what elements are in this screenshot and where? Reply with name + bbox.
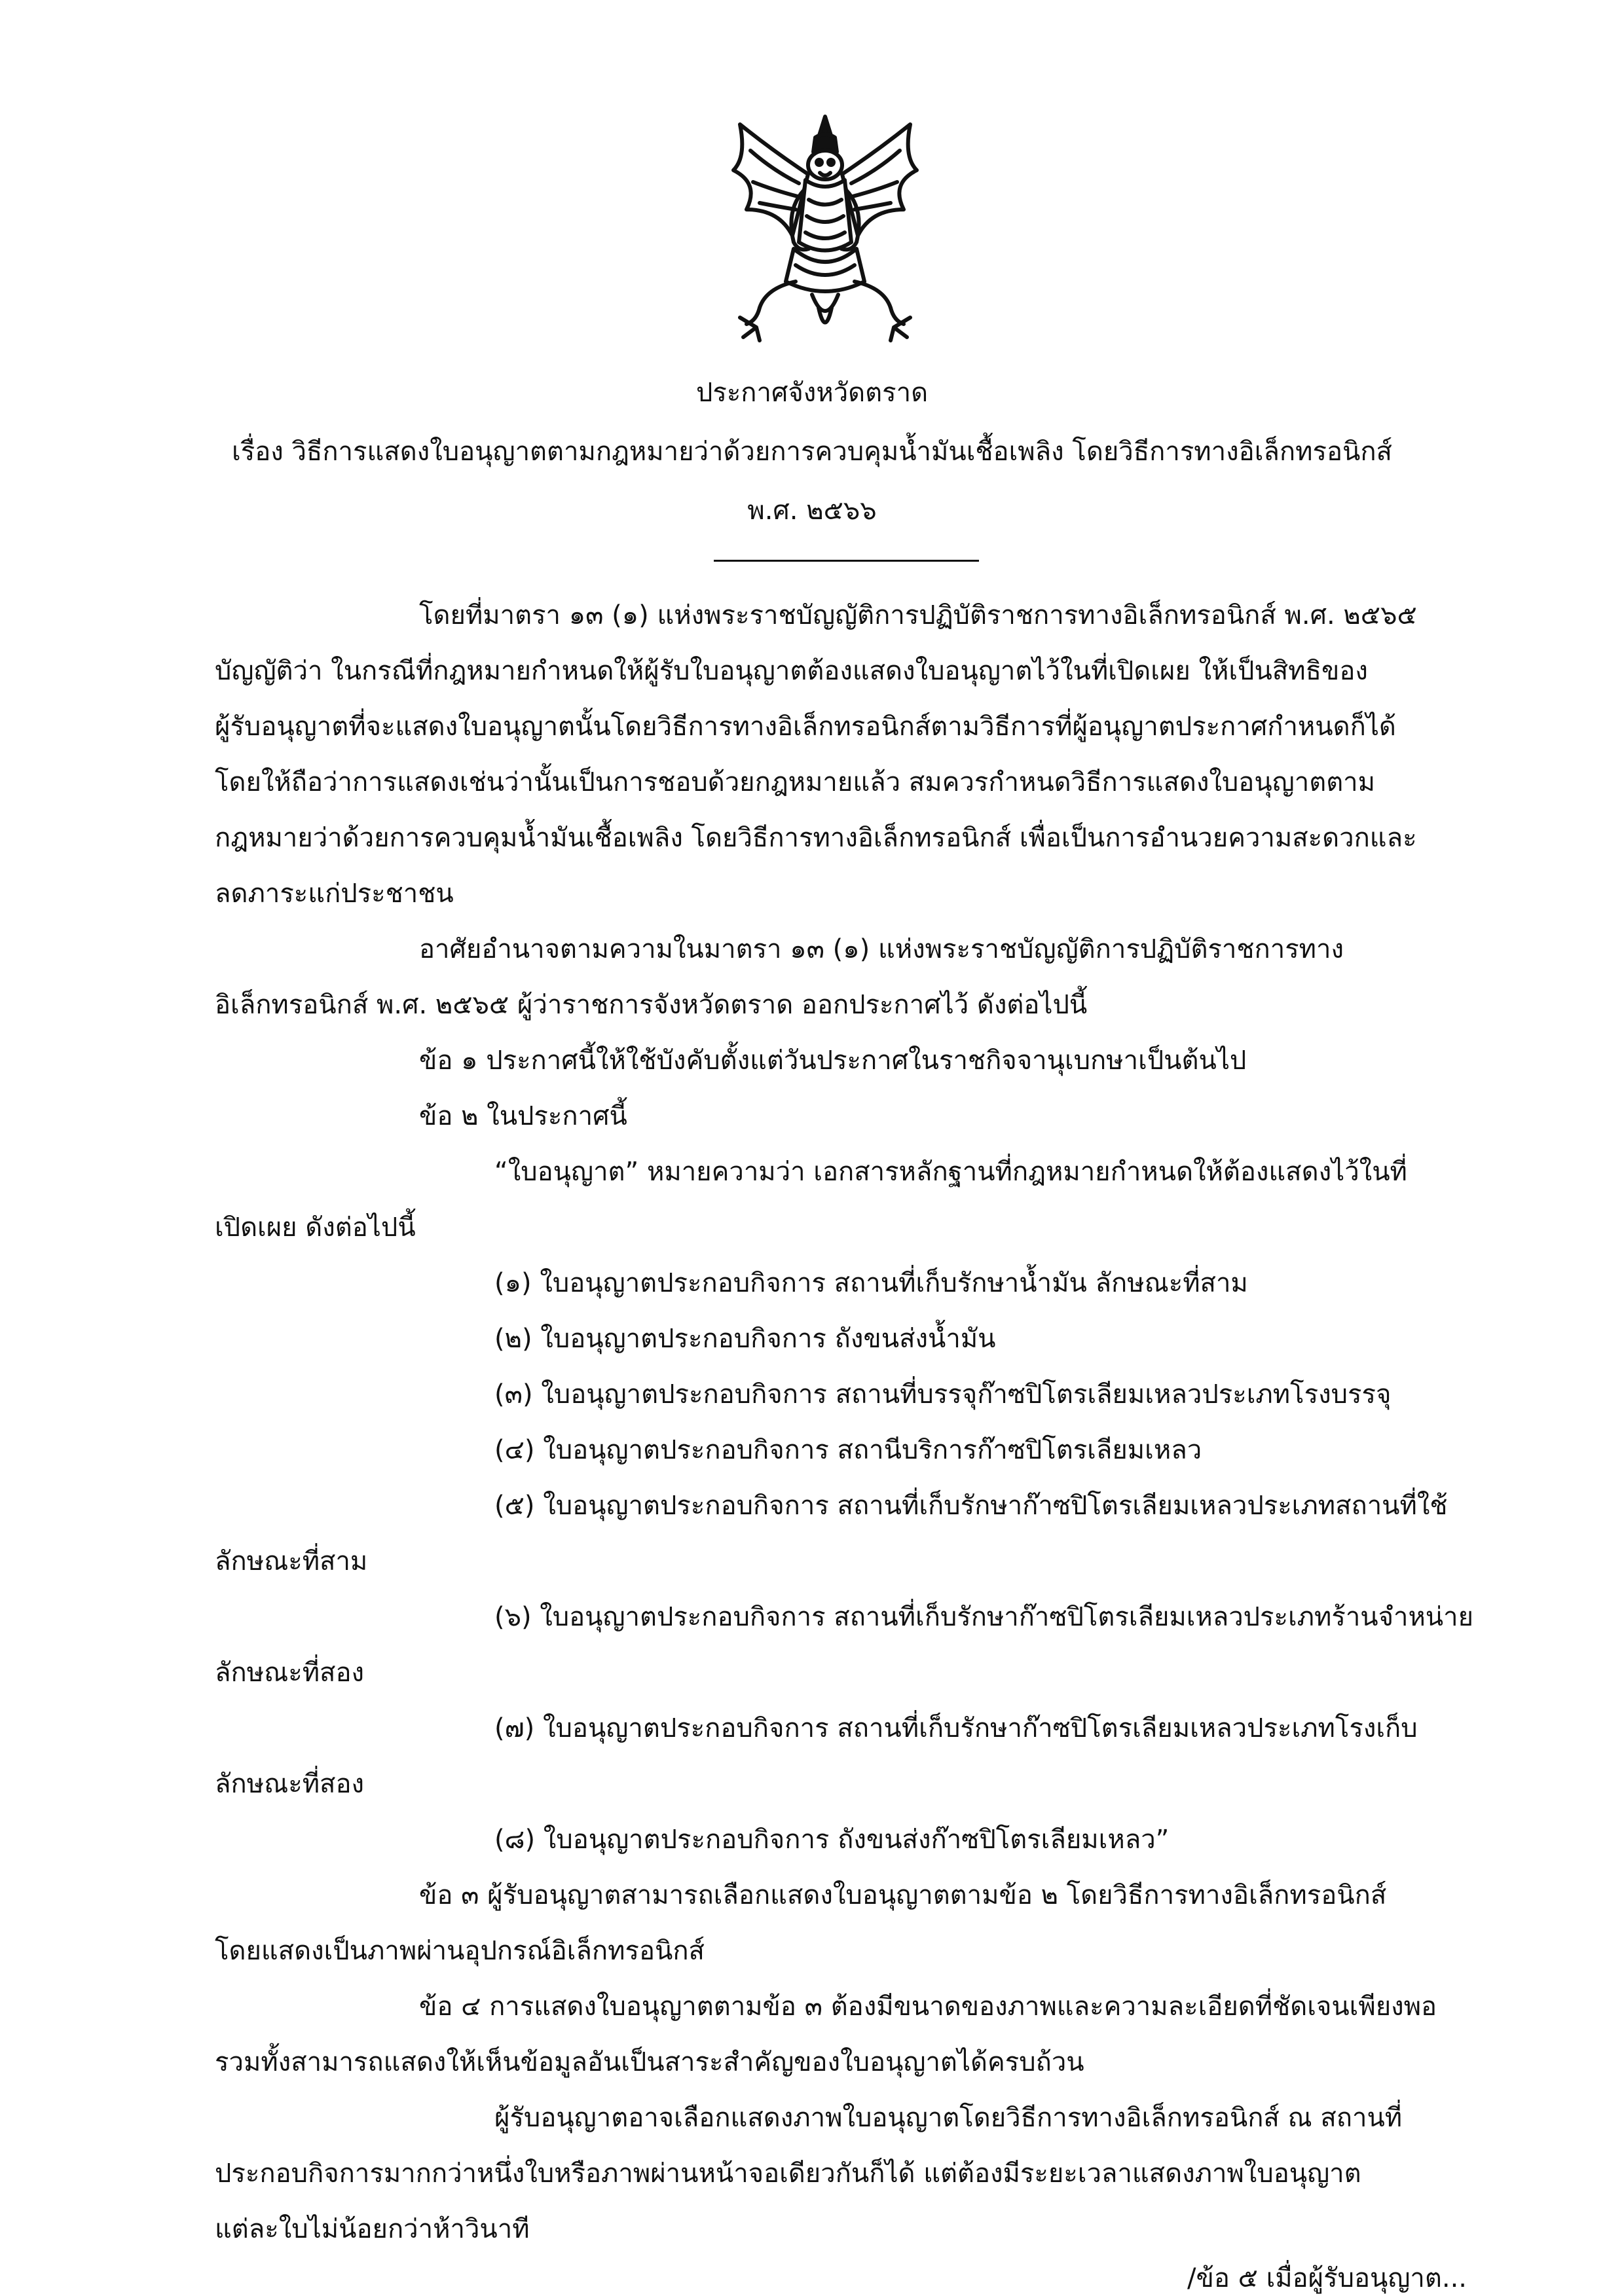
list-item: (๒) ใบอนุญาตประกอบกิจการ ถังขนส่งน้ำมัน	[494, 1324, 996, 1354]
document-year: พ.ศ. ๒๕๖๖	[747, 496, 877, 526]
body-line: บัญญัติว่า ในกรณีที่กฎหมายกำหนดให้ผู้รับใบอนุญาตต้องแสดงใบอนุญาตไว้ในที่เปิดเผย ให้เป็นสิทธิของ	[215, 656, 1368, 686]
list-item: (๗) ใบอนุญาตประกอบกิจการ สถานที่เก็บรักษาก๊าซปิโตรเลียมเหลวประเภทโรงเก็บ	[494, 1713, 1418, 1743]
body-line: เปิดเผย ดังต่อไปนี้	[215, 1212, 416, 1243]
document-subject: เรื่อง วิธีการแสดงใบอนุญาตตามกฎหมายว่าด้วยการควบคุมน้ำมันเชื้อเพลิง โดยวิธีการทางอิเล็กทรอนิกส์	[232, 437, 1392, 467]
list-item-continuation: ลักษณะที่สอง	[215, 1769, 365, 1799]
list-item: (๕) ใบอนุญาตประกอบกิจการ สถานที่เก็บรักษาก๊าซปิโตรเลียมเหลวประเภทสถานที่ใช้	[494, 1491, 1448, 1521]
body-line: โดยแสดงเป็นภาพผ่านอุปกรณ์อิเล็กทรอนิกส์	[215, 1936, 705, 1966]
clause-3: ข้อ ๓ ผู้รับอนุญาตสามารถเลือกแสดงใบอนุญาตตามข้อ ๒ โดยวิธีการทางอิเล็กทรอนิกส์	[419, 1880, 1387, 1910]
garuda-emblem	[720, 111, 930, 347]
clause-1: ข้อ ๑ ประกาศนี้ให้ใช้บังคับตั้งแต่วันประกาศในราชกิจจานุเบกษาเป็นต้นไป	[419, 1046, 1247, 1076]
body-line: อาศัยอำนาจตามความในมาตรา ๑๓ (๑) แห่งพระราชบัญญัติการปฏิบัติราชการทาง	[419, 934, 1344, 964]
definition-line: “ใบอนุญาต” หมายความว่า เอกสารหลักฐานที่กฎหมายกำหนดให้ต้องแสดงไว้ในที่	[494, 1157, 1407, 1187]
list-item: (๓) ใบอนุญาตประกอบกิจการ สถานที่บรรจุก๊าซปิโตรเลียมเหลวประเภทโรงบรรจุ	[494, 1379, 1392, 1410]
list-item: (๘) ใบอนุญาตประกอบกิจการ ถังขนส่งก๊าซปิโตรเลียมเหลว”	[494, 1825, 1170, 1855]
body-line: กฎหมายว่าด้วยการควบคุมน้ำมันเชื้อเพลิง โดยวิธีการทางอิเล็กทรอนิกส์ เพื่อเป็นการอำนวยความสะดวกและ	[215, 823, 1417, 853]
body-line: โดยให้ถือว่าการแสดงเช่นว่านั้นเป็นการชอบด้วยกฎหมายแล้ว สมควรกำหนดวิธีการแสดงใบอนุญาตตาม	[215, 767, 1375, 797]
body-line: โดยที่มาตรา ๑๓ (๑) แห่งพระราชบัญญัติการปฏิบัติราชการทางอิเล็กทรอนิกส์ พ.ศ. ๒๕๖๕	[419, 600, 1417, 630]
document-title: ประกาศจังหวัดตราด	[695, 378, 929, 408]
body-line: ผู้รับอนุญาตอาจเลือกแสดงภาพใบอนุญาตโดยวิธีการทางอิเล็กทรอนิกส์ ณ สถานที่	[494, 2103, 1403, 2133]
continuation-note: /ข้อ ๕ เมื่อผู้รับอนุญาต...	[1187, 2263, 1467, 2293]
title-divider	[714, 560, 979, 562]
list-item: (๑) ใบอนุญาตประกอบกิจการ สถานที่เก็บรักษาน้ำมัน ลักษณะที่สาม	[494, 1268, 1248, 1298]
body-line: ประกอบกิจการมากกว่าหนึ่งใบหรือภาพผ่านหน้าจอเดียวกันก็ได้ แต่ต้องมีระยะเวลาแสดงภาพใบอนุญาต	[215, 2159, 1361, 2189]
list-item: (๔) ใบอนุญาตประกอบกิจการ สถานีบริการก๊าซปิโตรเลียมเหลว	[494, 1435, 1202, 1465]
body-line: ลดภาระแก่ประชาชน	[215, 879, 454, 909]
body-line: ผู้รับอนุญาตที่จะแสดงใบอนุญาตนั้นโดยวิธีการทางอิเล็กทรอนิกส์ตามวิธีการที่ผู้อนุญาตประกาศกำหนดก็ได้	[215, 712, 1396, 742]
list-item: (๖) ใบอนุญาตประกอบกิจการ สถานที่เก็บรักษาก๊าซปิโตรเลียมเหลวประเภทร้านจำหน่าย	[494, 1602, 1473, 1632]
clause-2: ข้อ ๒ ในประกาศนี้	[419, 1101, 627, 1131]
clause-4: ข้อ ๔ การแสดงใบอนุญาตตามข้อ ๓ ต้องมีขนาดของภาพและความละเอียดที่ชัดเจนเพียงพอ	[419, 1992, 1437, 2022]
body-line: รวมทั้งสามารถแสดงให้เห็นข้อมูลอันเป็นสาระสำคัญของใบอนุญาตได้ครบถ้วน	[215, 2047, 1084, 2077]
body-line: แต่ละใบไม่น้อยกว่าห้าวินาที	[215, 2214, 530, 2244]
list-item-continuation: ลักษณะที่สอง	[215, 1658, 365, 1688]
list-item-continuation: ลักษณะที่สาม	[215, 1546, 368, 1576]
body-line: อิเล็กทรอนิกส์ พ.ศ. ๒๕๖๕ ผู้ว่าราชการจังหวัดตราด ออกประกาศไว้ ดังต่อไปนี้	[215, 990, 1088, 1020]
